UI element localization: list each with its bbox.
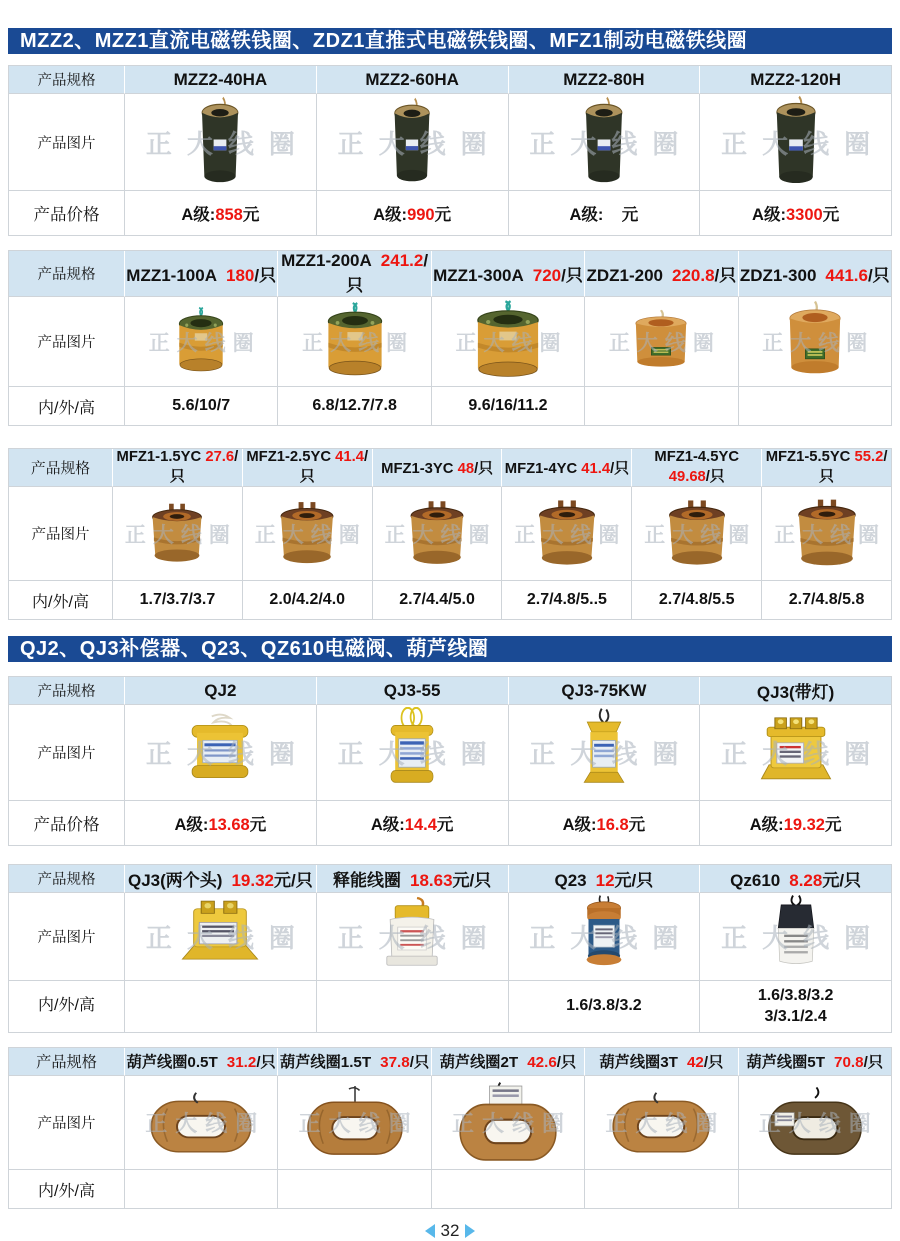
watermark: 正大线圈 bbox=[124, 523, 237, 547]
model-header: Qz610 8.28元/只 bbox=[700, 865, 892, 893]
dims-cell bbox=[125, 981, 317, 1033]
model-header: MFZ1-4.5YC 49.68/只 bbox=[632, 449, 762, 487]
photo-cell bbox=[509, 893, 701, 981]
watermark: 正大线圈 bbox=[758, 1111, 879, 1136]
photo-cell bbox=[373, 487, 503, 581]
watermark: 正大线圈 bbox=[451, 1111, 572, 1136]
table-qj bbox=[8, 676, 892, 846]
watermark: 正大线圈 bbox=[145, 739, 310, 769]
watermark: 正大线圈 bbox=[148, 331, 261, 355]
model-header: MZZ1-100A 180/只 bbox=[125, 251, 278, 297]
dims-cell bbox=[278, 1170, 431, 1209]
coil-photo-icon bbox=[465, 298, 551, 386]
price-cell: A级:16.8元 bbox=[509, 801, 701, 846]
spec-label: 产品规格 bbox=[9, 66, 125, 94]
photo-cell bbox=[585, 297, 738, 387]
model-header: MFZ1-1.5YC 27.6/只 bbox=[113, 449, 243, 487]
watermark: 正大线圈 bbox=[529, 739, 694, 769]
photo-cell bbox=[700, 94, 892, 191]
section-banner-mzz: MZZ2、MZZ1直流电磁铁钱圈、ZDZ1直推式电磁铁钱圈、MFZ1制动电磁铁线圈 bbox=[8, 28, 892, 54]
dims-cell bbox=[585, 387, 738, 426]
photo-cell bbox=[125, 893, 317, 981]
coil-photo-icon bbox=[789, 492, 865, 576]
photo-cell bbox=[432, 297, 585, 387]
dims-cell bbox=[585, 1170, 738, 1209]
price-label: 产品价格 bbox=[9, 801, 125, 846]
model-header: 葫芦线圈5T 70.8/只 bbox=[739, 1048, 892, 1076]
coil-photo-icon bbox=[575, 96, 633, 188]
model-header: 释能线圈 18.63元/只 bbox=[317, 865, 509, 893]
coil-photo-icon bbox=[317, 300, 393, 384]
watermark: 正大线圈 bbox=[721, 128, 886, 159]
spec-label: 产品规格 bbox=[9, 251, 125, 297]
dims-cell: 6.8/12.7/7.8 bbox=[278, 387, 431, 426]
coil-photo-icon bbox=[384, 97, 440, 187]
watermark: 正大线圈 bbox=[721, 923, 886, 953]
photo-label: 产品图片 bbox=[9, 893, 125, 981]
table-mzz2 bbox=[8, 65, 892, 236]
dims-cell: 1.7/3.7/3.7 bbox=[113, 581, 243, 620]
coil-photo-icon bbox=[145, 1087, 257, 1159]
coil-photo-icon bbox=[778, 300, 852, 384]
coil-photo-icon bbox=[573, 894, 635, 980]
coil-photo-icon bbox=[566, 707, 642, 799]
coil-photo-icon bbox=[377, 707, 447, 799]
next-page-icon bbox=[465, 1224, 475, 1238]
coil-photo-icon bbox=[763, 1086, 867, 1160]
coil-photo-icon bbox=[173, 895, 267, 979]
price-cell: A级: 元 bbox=[509, 191, 701, 236]
photo-cell bbox=[317, 893, 509, 981]
watermark: 正大线圈 bbox=[514, 523, 627, 547]
photo-label: 产品图片 bbox=[9, 297, 125, 387]
model-header: MZZ2-40HA bbox=[125, 66, 317, 94]
photo-cell bbox=[125, 705, 317, 801]
price-cell: A级:3300元 bbox=[700, 191, 892, 236]
coil-photo-icon bbox=[170, 305, 232, 379]
spec-label: 产品规格 bbox=[9, 865, 125, 893]
photo-label: 产品图片 bbox=[9, 487, 113, 581]
model-header: QJ3-75KW bbox=[509, 677, 701, 705]
price-cell: A级:19.32元 bbox=[700, 801, 892, 846]
photo-cell bbox=[762, 487, 892, 581]
coil-photo-icon bbox=[759, 894, 833, 980]
model-header: MFZ1-5.5YC 55.2/只 bbox=[762, 449, 892, 487]
model-header: MZZ2-80H bbox=[509, 66, 701, 94]
photo-cell bbox=[125, 297, 278, 387]
model-header: 葫芦线圈0.5T 31.2/只 bbox=[125, 1048, 278, 1076]
photo-label: 产品图片 bbox=[9, 94, 125, 191]
photo-cell bbox=[317, 705, 509, 801]
coil-photo-icon bbox=[370, 895, 454, 979]
dims-label: 内/外/高 bbox=[9, 981, 125, 1033]
photo-cell bbox=[502, 487, 632, 581]
model-header: QJ2 bbox=[125, 677, 317, 705]
prev-page-icon bbox=[425, 1224, 435, 1238]
spec-label: 产品规格 bbox=[9, 677, 125, 705]
watermark: 正大线圈 bbox=[145, 128, 310, 159]
dims-cell: 1.6/3.8/3.2 bbox=[509, 981, 701, 1033]
photo-cell bbox=[432, 1076, 585, 1170]
dims-label: 内/外/高 bbox=[9, 581, 113, 620]
watermark: 正大线圈 bbox=[337, 739, 502, 769]
photo-label: 产品图片 bbox=[9, 705, 125, 801]
watermark: 正大线圈 bbox=[254, 523, 367, 547]
model-header: 葫芦线圈1.5T 37.8/只 bbox=[278, 1048, 431, 1076]
photo-cell bbox=[278, 297, 431, 387]
photo-cell bbox=[243, 487, 373, 581]
dims-cell: 2.7/4.8/5..5 bbox=[502, 581, 632, 620]
coil-photo-icon bbox=[454, 1081, 562, 1165]
photo-cell bbox=[739, 297, 892, 387]
price-label: 产品价格 bbox=[9, 191, 125, 236]
watermark: 正大线圈 bbox=[608, 331, 721, 355]
dims-cell bbox=[125, 1170, 278, 1209]
price-cell: A级:14.4元 bbox=[317, 801, 509, 846]
coil-photo-icon bbox=[272, 495, 342, 573]
dims-cell: 2.7/4.4/5.0 bbox=[373, 581, 503, 620]
model-header: MZZ1-200A 241.2/只 bbox=[278, 251, 431, 297]
model-header: MZZ1-300A 720/只 bbox=[432, 251, 585, 297]
coil-photo-icon bbox=[179, 712, 261, 794]
watermark: 正大线圈 bbox=[721, 739, 886, 769]
coil-photo-icon bbox=[765, 95, 827, 189]
watermark: 正大线圈 bbox=[145, 923, 310, 953]
coil-photo-icon bbox=[607, 1087, 715, 1159]
price-cell: A级:858元 bbox=[125, 191, 317, 236]
dims-cell: 2.0/4.2/4.0 bbox=[243, 581, 373, 620]
dims-cell: 5.6/10/7 bbox=[125, 387, 278, 426]
watermark: 正大线圈 bbox=[298, 1111, 419, 1136]
watermark: 正大线圈 bbox=[384, 523, 497, 547]
model-header: ZDZ1-200 220.8/只 bbox=[585, 251, 738, 297]
watermark: 正大线圈 bbox=[644, 523, 757, 547]
model-header: 葫芦线圈3T 42/只 bbox=[585, 1048, 738, 1076]
photo-cell bbox=[125, 1076, 278, 1170]
coil-photo-icon bbox=[748, 710, 844, 796]
dims-cell bbox=[739, 1170, 892, 1209]
model-header: MFZ1-3YC 48/只 bbox=[373, 449, 503, 487]
page-footer bbox=[8, 1221, 892, 1241]
photo-cell bbox=[700, 705, 892, 801]
photo-cell bbox=[632, 487, 762, 581]
dims-label: 内/外/高 bbox=[9, 387, 125, 426]
dims-cell: 1.6/3.8/3.2 3/3.1/2.4 bbox=[700, 981, 892, 1033]
coil-photo-icon bbox=[530, 493, 604, 575]
model-header: MFZ1-2.5YC 41.4/只 bbox=[243, 449, 373, 487]
photo-cell bbox=[739, 1076, 892, 1170]
dims-cell bbox=[739, 387, 892, 426]
watermark: 正大线圈 bbox=[337, 128, 502, 159]
dims-label: 内/外/高 bbox=[9, 1170, 125, 1209]
dims-cell: 9.6/16/11.2 bbox=[432, 387, 585, 426]
watermark: 正大线圈 bbox=[455, 331, 568, 355]
photo-cell bbox=[278, 1076, 431, 1170]
watermark: 正大线圈 bbox=[337, 923, 502, 953]
dims-cell bbox=[317, 981, 509, 1033]
model-header: MZZ2-60HA bbox=[317, 66, 509, 94]
photo-cell bbox=[585, 1076, 738, 1170]
watermark: 正大线圈 bbox=[302, 331, 415, 355]
dims-cell: 2.7/4.8/5.8 bbox=[762, 581, 892, 620]
coil-photo-icon bbox=[624, 309, 698, 375]
price-cell: A级:990元 bbox=[317, 191, 509, 236]
spec-label: 产品规格 bbox=[9, 449, 113, 487]
page-number: 32 bbox=[440, 1221, 460, 1240]
photo-label: 产品图片 bbox=[9, 1076, 125, 1170]
table-mzz1-zdz1 bbox=[8, 250, 892, 426]
table-q23-qz610 bbox=[8, 864, 892, 1033]
coil-photo-icon bbox=[660, 493, 734, 575]
dims-cell: 2.7/4.8/5.5 bbox=[632, 581, 762, 620]
photo-cell bbox=[509, 94, 701, 191]
model-header: QJ3-55 bbox=[317, 677, 509, 705]
photo-cell bbox=[700, 893, 892, 981]
photo-cell bbox=[113, 487, 243, 581]
coil-photo-icon bbox=[302, 1086, 408, 1160]
table-mfz1 bbox=[8, 448, 892, 620]
model-header: Q23 12元/只 bbox=[509, 865, 701, 893]
model-header: 葫芦线圈2T 42.6/只 bbox=[432, 1048, 585, 1076]
photo-cell bbox=[125, 94, 317, 191]
price-cell: A级:13.68元 bbox=[125, 801, 317, 846]
model-header: MZZ2-120H bbox=[700, 66, 892, 94]
watermark: 正大线圈 bbox=[762, 331, 875, 355]
photo-cell bbox=[509, 705, 701, 801]
model-header: MFZ1-4YC 41.4/只 bbox=[502, 449, 632, 487]
watermark: 正大线圈 bbox=[529, 128, 694, 159]
dims-cell bbox=[432, 1170, 585, 1209]
section-banner-qj: QJ2、QJ3补偿器、Q23、QZ610电磁阀、葫芦线圈 bbox=[8, 636, 892, 662]
spec-label: 产品规格 bbox=[9, 1048, 125, 1076]
watermark: 正大线圈 bbox=[605, 1111, 726, 1136]
watermark: 正大线圈 bbox=[145, 1111, 266, 1136]
photo-cell bbox=[317, 94, 509, 191]
coil-photo-icon bbox=[144, 497, 210, 571]
model-header: ZDZ1-300 441.6/只 bbox=[739, 251, 892, 297]
table-hulu bbox=[8, 1047, 892, 1209]
watermark: 正大线圈 bbox=[774, 523, 887, 547]
model-header: QJ3(带灯) bbox=[700, 677, 892, 705]
coil-photo-icon bbox=[402, 494, 472, 574]
watermark: 正大线圈 bbox=[529, 923, 694, 953]
model-header: QJ3(两个头) 19.32元/只 bbox=[125, 865, 317, 893]
coil-photo-icon bbox=[191, 96, 249, 188]
